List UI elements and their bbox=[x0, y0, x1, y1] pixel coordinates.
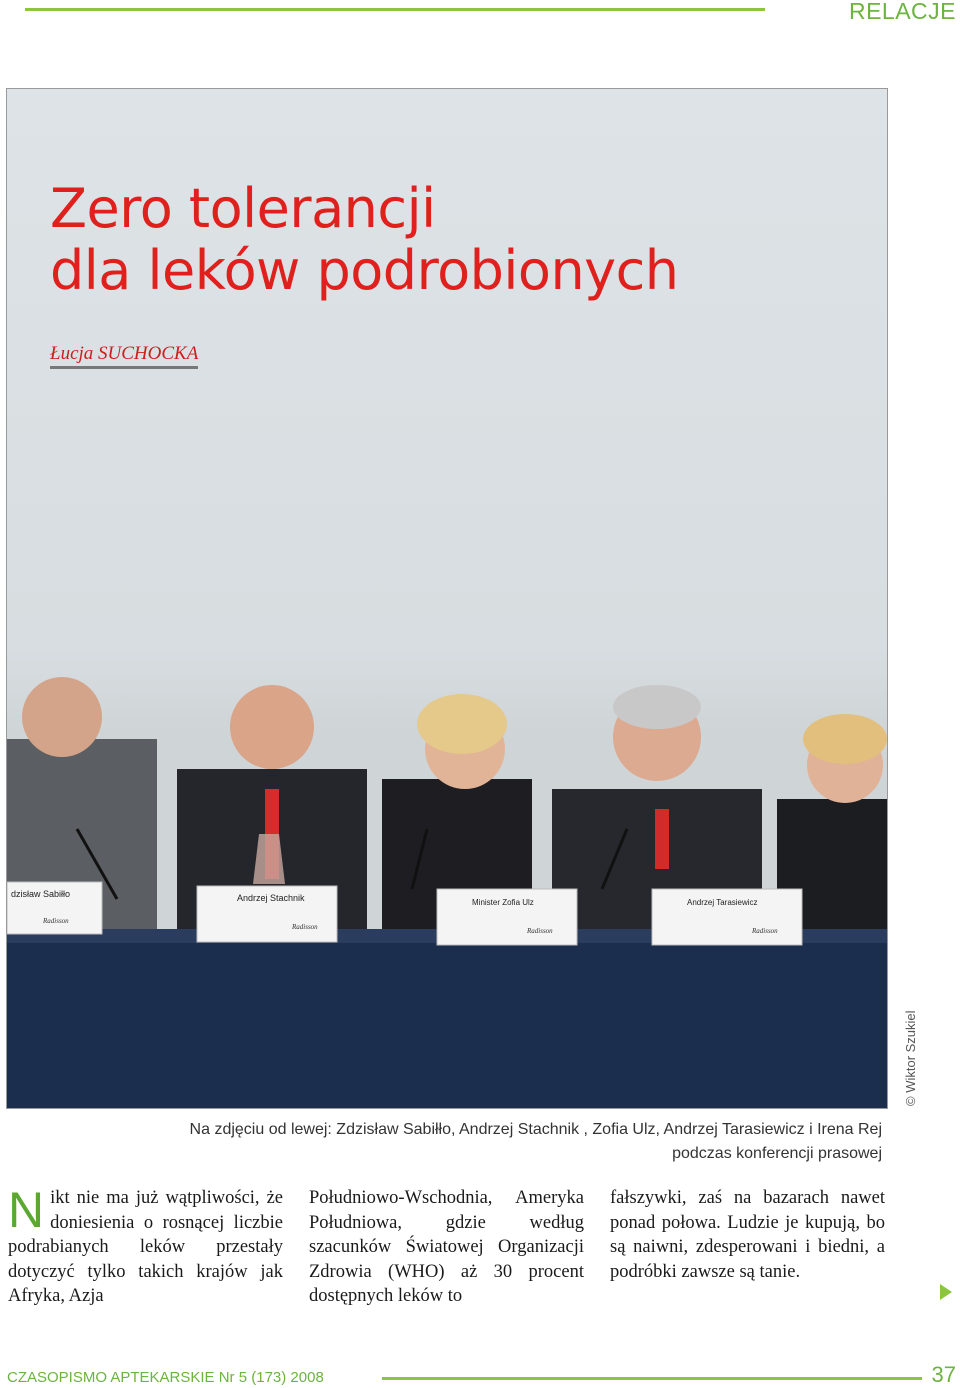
title-line-1: Zero tolerancji bbox=[50, 177, 436, 240]
name-card-2 bbox=[197, 886, 337, 942]
drop-cap: N bbox=[8, 1182, 45, 1238]
photo-credit: © Wiktor Szukiel bbox=[903, 1010, 918, 1106]
svg-text:Radisson: Radisson bbox=[292, 923, 318, 931]
name-card-1 bbox=[7, 882, 102, 934]
name-card-4-text: Andrzej Tarasiewicz bbox=[687, 898, 758, 907]
svg-text:Radisson: Radisson bbox=[752, 927, 778, 935]
title-line-2: dla leków podrobionych bbox=[50, 239, 679, 302]
footer-journal: CZASOPISMO APTEKARSKIE Nr 5 (173) 2008 bbox=[7, 1369, 324, 1386]
name-card-3-text: Minister Zofia Ulz bbox=[472, 898, 534, 907]
page-number: 37 bbox=[931, 1362, 956, 1387]
body-column-1 bbox=[8, 1182, 283, 1309]
caption-line-1: Na zdjęciu od lewej: Zdzisław Sabiłło, Andrzej Stachnik , Zofia Ulz, Andrzej Tarasiewicz i Irena Rej bbox=[189, 1121, 882, 1138]
svg-text:Radisson: Radisson bbox=[43, 917, 69, 925]
footer-rule bbox=[382, 1377, 922, 1380]
column-2-text: Południowo-Wschodnia, Ameryka Południowa, gdzie według szacunków Światowej Organizacji Zdrowia (WHO) aż 30 procent dostępnych leków to bbox=[309, 1188, 584, 1306]
header-rule bbox=[25, 8, 765, 11]
article-title bbox=[50, 178, 679, 302]
author-byline: Łucja SUCHOCKA bbox=[50, 343, 198, 369]
section-label: RELACJE bbox=[848, 0, 956, 24]
name-card-1-text: dzisław Sabiłło bbox=[11, 889, 71, 899]
tablecloth bbox=[7, 937, 887, 1108]
svg-text:Radisson: Radisson bbox=[527, 927, 553, 935]
photo-caption bbox=[62, 1118, 882, 1166]
body-column-2 bbox=[309, 1186, 584, 1309]
column-1-text: ikt nie ma już wątpliwości, że doniesienia o rosnącej liczbie podrabianych leków przestały dotyczyć tylko takich krajów jak Afryka, Azja bbox=[8, 1188, 283, 1306]
name-card-3 bbox=[437, 889, 577, 945]
body-column-3 bbox=[610, 1186, 885, 1284]
caption-line-2: podczas konferencji prasowej bbox=[672, 1145, 882, 1162]
name-card-4 bbox=[652, 889, 802, 945]
name-card-2-text: Andrzej Stachnik bbox=[237, 893, 305, 903]
column-3-text: fałszywki, zaś na bazarach nawet ponad połowa. Ludzie je kupują, bo są naiwni, zdesperowani i biedni, a podróbki zawsze są tanie. bbox=[610, 1188, 885, 1282]
continue-arrow-icon bbox=[940, 1284, 952, 1300]
